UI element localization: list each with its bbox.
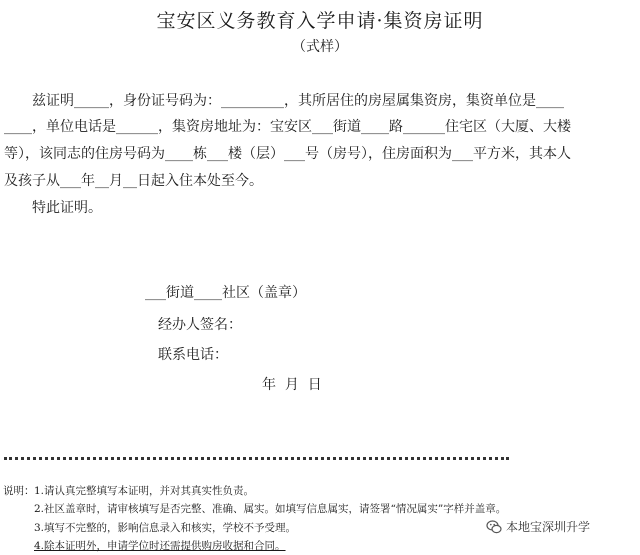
contact-phone-label: 联系电话： — [158, 347, 228, 363]
stamp-line: ___街道____社区（盖章） — [145, 285, 306, 301]
notes-label: 说明： — [3, 485, 35, 497]
body-line-2: ____，单位电话是______，集资房地址为：宝安区___街道____路______住宅区（大厦、大楼 — [4, 119, 571, 135]
watermark-text: 本地宝深圳升学 — [506, 520, 591, 534]
body-line-4: 及孩子从___年__月__日起入住本处至今。 — [4, 173, 263, 189]
note-3: 3.填写不完整的，影响信息录入和核实，学校不予受理。 — [34, 522, 297, 534]
note-1: 1.请认真完整填写本证明，并对其真实性负责。 — [34, 485, 255, 497]
document-title: 宝安区义务教育入学申请·集资房证明 — [156, 10, 484, 32]
body-line-1: 兹证明_____，身份证号码为：_________，其所居住的房屋属集资房，集资单位是____ — [32, 93, 564, 109]
note-2: 2.社区盖章时，请审核填写是否完整、准确、属实。如填写信息属实，请签署“情况属实”字样并盖章。 — [34, 503, 507, 515]
body-line-3: 等），该同志的住房号码为____栋___楼（层）___号（房号），住房面积为___平方米，其本人 — [4, 146, 571, 162]
body-line-5: 特此证明。 — [32, 200, 102, 216]
wechat-icon — [486, 519, 502, 535]
document-subtitle: （式样） — [292, 39, 348, 55]
date-line: 年 月 日 — [262, 377, 322, 393]
handler-signature-label: 经办人签名： — [158, 317, 242, 333]
watermark — [486, 518, 590, 535]
note-4: 4.除本证明外，申请学位时还需提供购房收据和合同。 — [34, 540, 286, 552]
dotted-divider — [4, 457, 509, 460]
